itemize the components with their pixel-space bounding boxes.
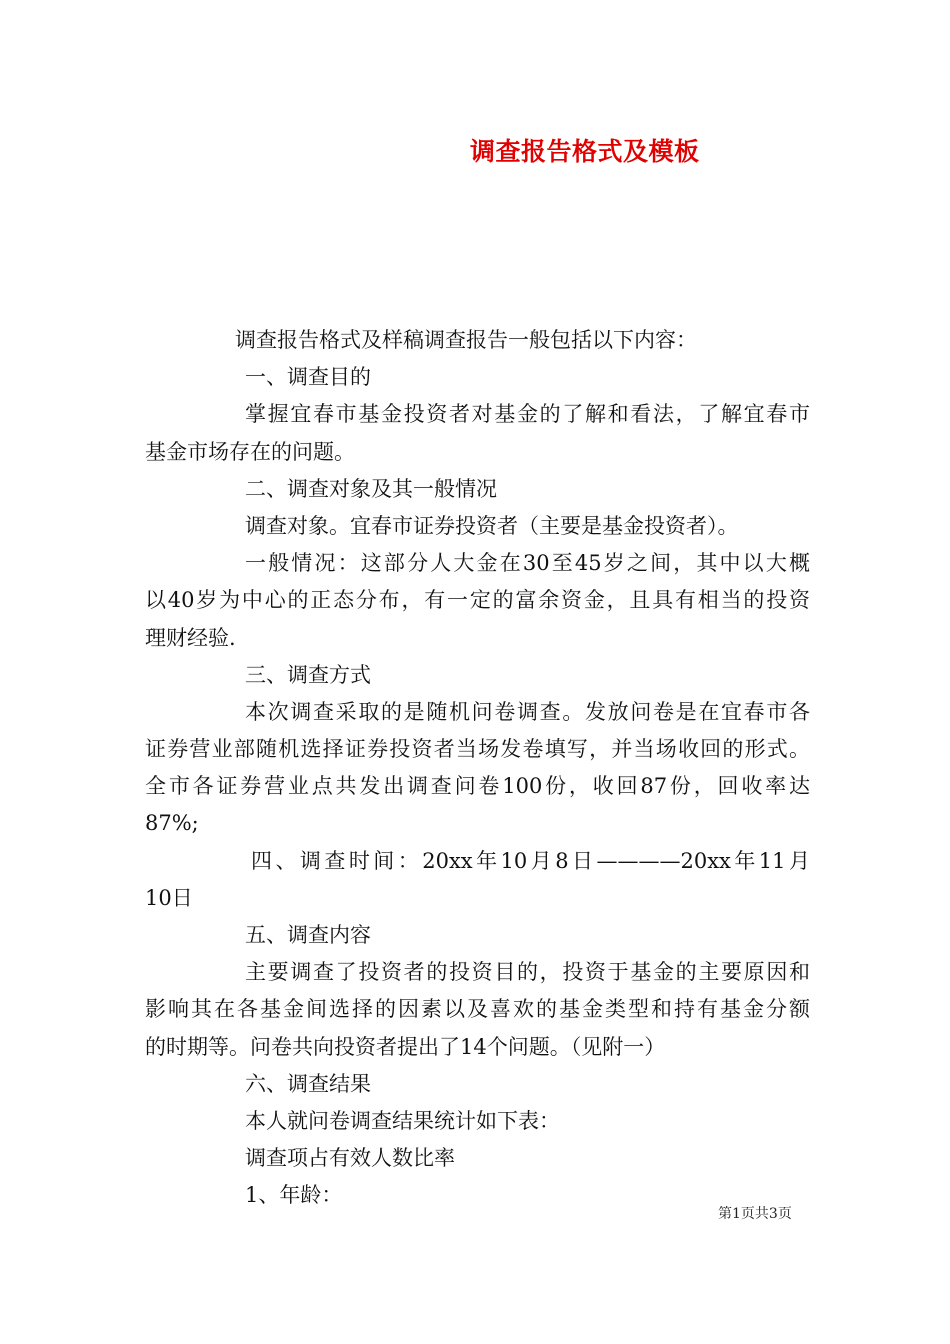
paragraph-line: 全市各证券营业点共发出调查问卷100份，收回87份，回收率达 (145, 774, 810, 799)
paragraph-line: 基金市场存在的问题。 (145, 439, 355, 464)
paragraph-line: 理财经验. (145, 625, 236, 650)
section-heading-purpose: 一、调查目的 (245, 365, 371, 390)
paragraph-line: 87%; (145, 811, 199, 836)
section-heading-results: 六、调查结果 (245, 1071, 371, 1096)
paragraph-line: 本次调查采取的是随机问卷调查。发放问卷是在宜春市各 (245, 699, 810, 724)
paragraph-line: 以40岁为中心的正态分布，有一定的富余资金，且具有相当的投资 (145, 588, 810, 613)
paragraph-line: 影响其在各基金间选择的因素以及喜欢的基金类型和持有基金分额 (145, 997, 810, 1022)
section-heading-method: 三、调查方式 (245, 662, 371, 687)
intro-line: 调查报告格式及样稿调查报告一般包括以下内容： (235, 328, 697, 352)
paragraph-line: 掌握宜春市基金投资者对基金的了解和看法，了解宜春市 (245, 402, 810, 427)
paragraph-line: 一般情况：这部分人大金在30至45岁之间，其中以大概 (245, 551, 810, 576)
paragraph-line: 10日 (145, 885, 193, 910)
document-body (145, 322, 810, 1215)
paragraph-line: 1、年龄： (245, 1183, 343, 1208)
paragraph-line: 证券营业部随机选择证券投资者当场发卷填写，并当场收回的形式。 (145, 737, 810, 762)
paragraph-line: 调查项占有效人数比率 (245, 1146, 455, 1171)
paragraph-line: 的时期等。问卷共向投资者提出了14个问题。（见附一） (145, 1034, 666, 1059)
section-heading-subjects: 二、调查对象及其一般情况 (245, 476, 497, 501)
paragraph-line: 本人就问卷调查结果统计如下表： (245, 1108, 560, 1133)
paragraph-line: 调查对象。宜春市证券投资者（主要是基金投资者）。 (245, 513, 739, 538)
section-heading-content: 五、调查内容 (245, 923, 371, 947)
page-number: 第1页共3页 (718, 1206, 792, 1222)
page-title: 调查报告格式及模板 (470, 137, 700, 166)
paragraph-line: 主要调查了投资者的投资目的，投资于基金的主要原因和 (245, 960, 810, 985)
section-heading-time: 四、调查时间：20xx年10月8日————20xx年11月 (251, 848, 810, 873)
